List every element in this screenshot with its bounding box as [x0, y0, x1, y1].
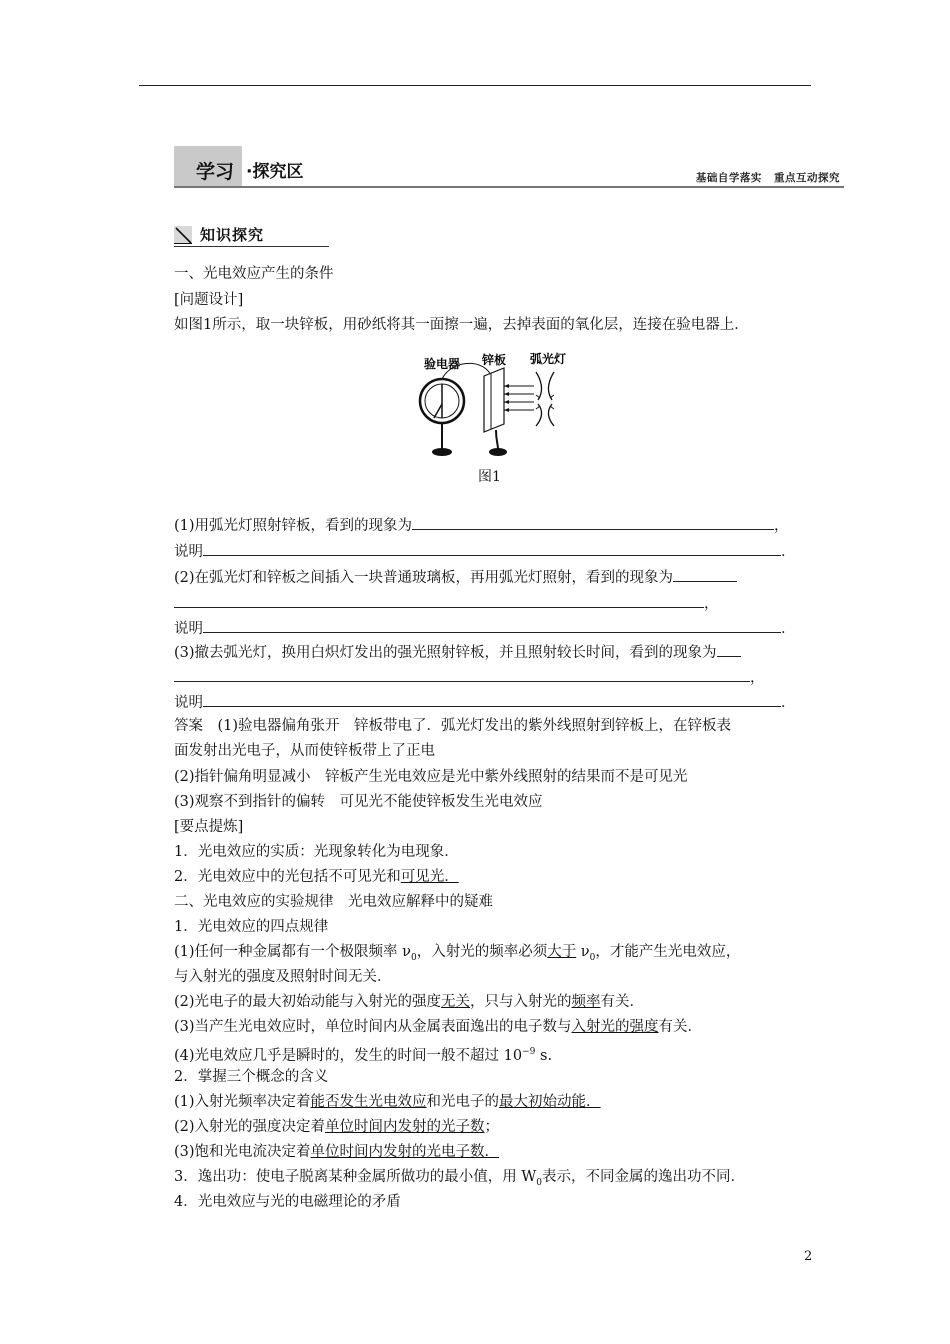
banner-subtitle: ·探究区: [246, 162, 304, 182]
answer-blank[interactable]: [673, 567, 737, 582]
page-number: 2: [804, 1249, 813, 1264]
diagonal-box-icon: [174, 226, 192, 244]
question-2-line-a: (2)在弧光灯和锌板之间插入一块普通玻璃板，再用弧光灯照射，看到的现象为: [174, 567, 737, 587]
intro-paragraph: 如图1所示，取一块锌板，用砂纸将其一面擦一遍，去掉表面的氧化层，连接在验电器上．: [174, 317, 749, 333]
top-rule: [139, 85, 811, 86]
key-point-2: 2．光电效应中的光包括不可见光和可见光．: [174, 869, 459, 885]
concept-1: (1)入射光频率决定着能否发生光电效应和光电子的最大初始动能．: [174, 1094, 601, 1110]
answer-blank[interactable]: [174, 593, 704, 608]
key-points-label: [要点提炼]: [174, 819, 244, 835]
concept-2: (2)入射光的强度决定着单位时间内发射的光子数；: [174, 1119, 500, 1135]
heading-1: 一、光电效应产生的条件: [174, 266, 334, 282]
answer-blank[interactable]: [203, 618, 781, 633]
question-1-line-b: 说明 ．: [174, 541, 796, 561]
banner-title: 学习: [196, 161, 235, 183]
rules-title: 1．光电效应的四点规律: [174, 919, 329, 935]
key-point-1: 1．光电效应的实质：光现象转化为电现象．: [174, 844, 459, 860]
heading-2: 二、光电效应的实验规律 光电效应解释中的疑难: [174, 894, 493, 910]
rule-4: (4)光电效应几乎是瞬时的，发生的时间一般不超过 $10^{-9}$ s.: [174, 1047, 553, 1064]
answer-blank[interactable]: [717, 642, 741, 657]
answer-line-4: (3)观察不到指针的偏转 可见光不能使锌板发生光电效应: [174, 794, 543, 810]
section-banner: [174, 146, 844, 188]
concepts-title: 2．掌握三个概念的含义: [174, 1069, 329, 1085]
answer-blank[interactable]: [174, 667, 750, 682]
question-2-line-b: ，: [174, 593, 719, 613]
banner-rule: [174, 186, 844, 188]
rule-2: (2)光电子的最大初始动能与入射光的强度无关，只与入射光的频率有关．: [174, 994, 645, 1010]
rule-1-line-b: 与入射光的强度及照射时间无关．: [174, 969, 392, 985]
experiment-diagram: [412, 346, 580, 464]
section-heading: [174, 224, 329, 248]
label-electroscope: 验电器: [424, 357, 461, 371]
answer-blank[interactable]: [412, 515, 774, 530]
label-arc-lamp: 弧光灯: [530, 352, 567, 366]
problem-design-label: [问题设计]: [174, 292, 244, 308]
question-2-line-c: 说明 ．: [174, 618, 796, 638]
question-3-line-c: 说明 ．: [174, 692, 796, 712]
banner-tagline: 基础自学落实 重点互动探究: [695, 172, 840, 184]
label-zinc: 锌板: [482, 353, 507, 367]
answer-line-2: 面发射出光电子，从而使锌板带上了正电: [174, 743, 435, 759]
question-3-line-b: ，: [174, 667, 765, 687]
rule-1-line-a: (1)任何一种金属都有一个极限频率 $\nu_0$，入射光的频率必须大于 $\nu_0$，才能产生光电效应，: [174, 944, 741, 963]
work-function: 3．逸出功：使电子脱离某种金属所做功的最小值，用 $W_0$表示，不同金属的逸出功不同．: [174, 1169, 745, 1188]
figure-1: [412, 346, 580, 464]
concept-3: (3)饱和光电流决定着单位时间内发射的光电子数．: [174, 1144, 500, 1160]
rule-3: (3)当产生光电效应时，单位时间内从金属表面逸出的电子数与入射光的强度有关．: [174, 1019, 703, 1035]
contradiction-title: 4．光电效应与光的电磁理论的矛盾: [174, 1194, 401, 1210]
answer-blank[interactable]: [203, 541, 781, 556]
section-rule: [174, 246, 329, 247]
answer-line-1: 答案 (1)验电器偏角张开 锌板带电了．弧光灯发出的紫外线照射到锌板上，在锌板表: [174, 718, 732, 734]
answer-line-3: (2)指针偏角明显减小 锌板产生光电效应是光中紫外线照射的结果而不是可见光: [174, 769, 688, 785]
section-title: 知识探究: [200, 226, 265, 244]
question-1-line-a: (1)用弧光灯照射锌板，看到的现象为 ，: [174, 515, 789, 535]
question-3-line-a: (3)撤去弧光灯，换用白炽灯发出的强光照射锌板，并且照射较长时间，看到的现象为: [174, 642, 741, 662]
figure-caption: 图1: [478, 469, 501, 485]
answer-blank[interactable]: [203, 692, 781, 707]
